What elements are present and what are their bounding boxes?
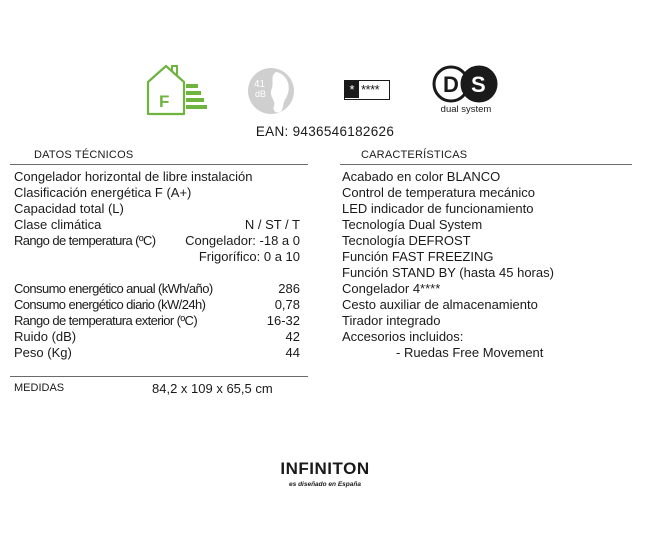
- features-divider: [340, 164, 632, 165]
- feature-item: Control de temperatura mecánico: [342, 185, 535, 200]
- feature-item: - Ruedas Free Movement: [396, 345, 544, 360]
- measures-label: MEDIDAS: [14, 382, 65, 394]
- features-header: CARACTERÍSTICAS: [361, 149, 468, 161]
- noise-unit: dB: [255, 89, 267, 99]
- tech-row: Congelador horizontal de libre instalación: [14, 169, 253, 184]
- technical-header: DATOS TÉCNICOS: [34, 149, 134, 161]
- feature-item: Congelador 4****: [342, 281, 441, 296]
- tech-row: Peso (Kg) 44: [14, 345, 300, 360]
- feature-item: Tecnología Dual System: [342, 217, 483, 232]
- brand-logo: INFINITON: [280, 459, 370, 478]
- feature-item: LED indicador de funcionamiento: [342, 201, 534, 216]
- feature-item: Accesorios incluidos:: [342, 329, 464, 344]
- tech-row: Ruido (dB) 42: [14, 329, 300, 344]
- feature-item: Tecnología DEFROST: [342, 233, 471, 248]
- feature-item: Tirador integrado: [342, 313, 441, 328]
- tech-row: Rango de temperatura exterior (ºC) 16-32: [14, 313, 300, 328]
- noise-level-icon: [246, 66, 296, 116]
- energy-class-letter: F: [159, 92, 170, 111]
- measures-divider: [10, 376, 308, 377]
- stars-label: ****: [361, 82, 380, 97]
- feature-item: Función STAND BY (hasta 45 horas): [342, 265, 554, 280]
- dual-system-text: dual system: [440, 104, 492, 115]
- tech-row: Consumo energético diario (kW/24h) 0,78: [14, 297, 300, 312]
- noise-value: 41: [254, 79, 266, 90]
- ean-code: EAN: 9436546182626: [255, 124, 395, 139]
- tech-row: Frigorífico: 0 a 10: [198, 249, 300, 264]
- energy-class-icon: [142, 62, 214, 118]
- tech-row: Clase climática N / ST / T: [14, 217, 300, 232]
- feature-item: Función FAST FREEZING: [342, 249, 494, 264]
- tech-row: Consumo energético anual (kWh/año) 286: [14, 281, 300, 296]
- measures-value: 84,2 x 109 x 65,5 cm: [152, 381, 273, 396]
- tech-row: Clasificación energética F (A+): [14, 185, 192, 200]
- svg-text:S: S: [471, 72, 486, 97]
- feature-item: Acabado en color BLANCO: [342, 169, 501, 184]
- freezer-stars-icon: * ****: [344, 80, 390, 100]
- tech-row: Rango de temperatura (ºC) Congelador: -18 a 0: [14, 233, 300, 248]
- technical-divider: [10, 164, 308, 165]
- brand-tagline: es diseñado en España: [289, 481, 361, 488]
- svg-text:D: D: [443, 72, 459, 97]
- tech-row: Capacidad total (L): [14, 201, 124, 216]
- dual-system-logo: [431, 64, 501, 116]
- feature-item: Cesto auxiliar de almacenamiento: [342, 297, 538, 312]
